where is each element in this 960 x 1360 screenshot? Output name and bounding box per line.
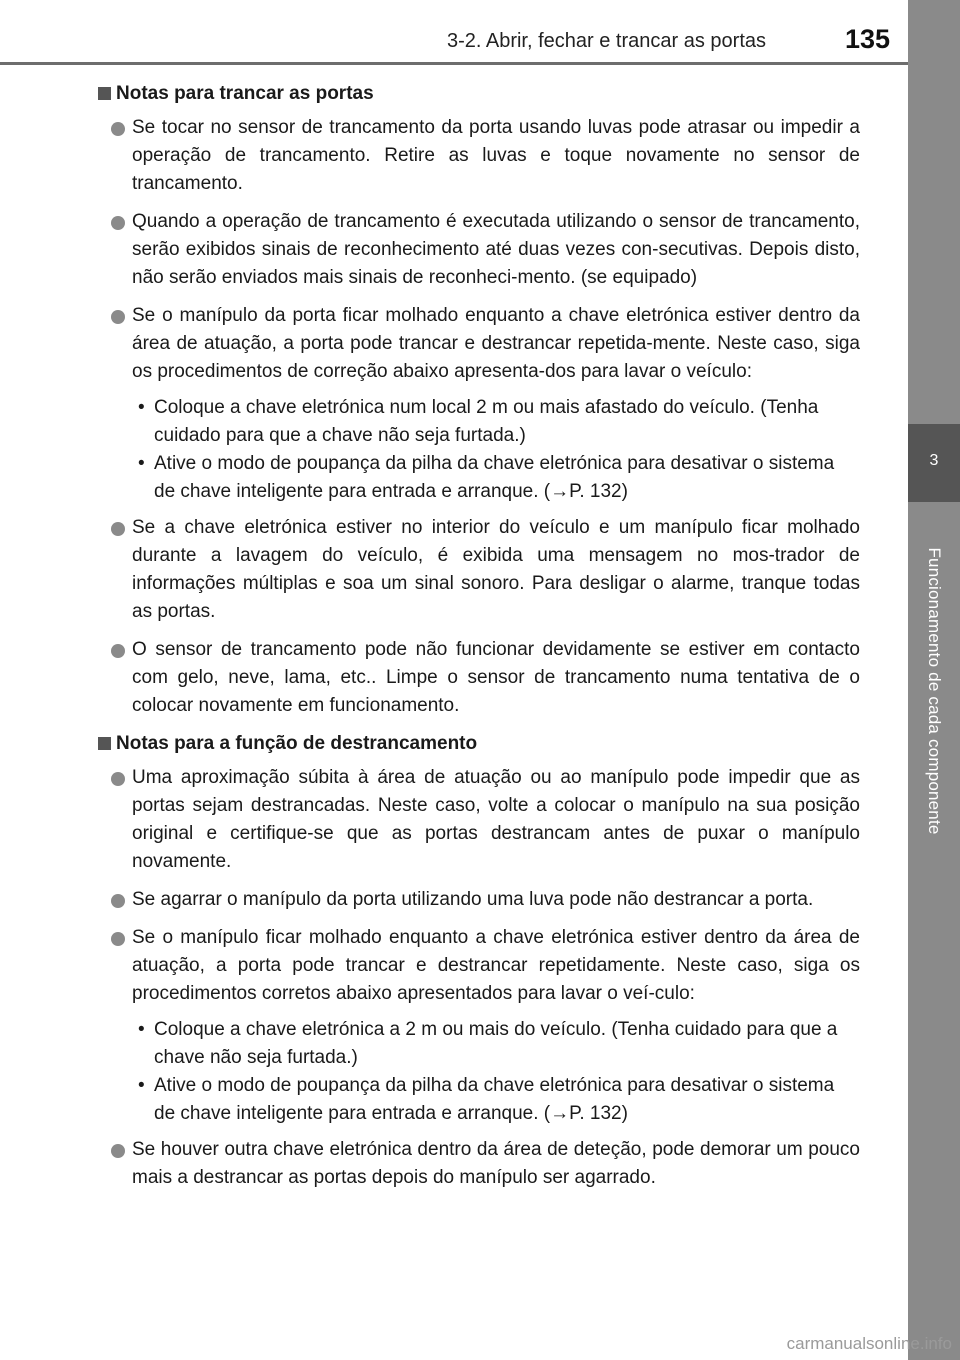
circle-bullet-icon: [111, 932, 125, 946]
chapter-tab: [908, 424, 960, 502]
list-item-text: Uma aproximação súbita à área de atuação ou ao manípulo pode impedir que as portas sejam destrancadas. Neste caso, volte a colocar o manípulo na sua posição original e certifique-se que as portas destrancam antes de puxar o manípulo novamente.: [132, 767, 860, 872]
circle-bullet-icon: [111, 644, 125, 658]
sub-list-item: [96, 1072, 860, 1128]
sub-list-item-text: Ative o modo de poupança da pilha da chave eletrónica para desativar o sistema de chave inteligente para entrada e arranque. (→P. 132): [154, 1075, 835, 1124]
section-heading-text: Notas para trancar as portas: [116, 83, 374, 104]
circle-bullet-icon: [111, 894, 125, 908]
page-header: [0, 0, 960, 70]
page-number: 135: [844, 24, 890, 54]
list-item: [96, 636, 860, 720]
list-item-text: Se o manípulo ficar molhado enquanto a chave eletrónica estiver dentro da área de atuação, a porta pode trancar e destrancar repetidamente. Neste caso, siga os procedimentos corretos abaixo apresentados para lavar o veí-culo:: [132, 927, 860, 1004]
list-item: [96, 764, 860, 876]
section-heading-text: Notas para a função de destrancamento: [116, 733, 478, 754]
section-heading: [96, 80, 860, 108]
dot-mark-icon: •: [138, 453, 145, 474]
list-item-text: Se agarrar o manípulo da porta utilizando uma luva pode não destrancar a porta.: [132, 889, 814, 910]
sub-list: [96, 1016, 860, 1128]
list-item: [96, 114, 860, 198]
section-title: 3-2. Abrir, fechar e trancar as portas: [446, 30, 766, 52]
list-item-text: Quando a operação de trancamento é executada utilizando o sensor de trancamento, serão exibidos sinais de reconhecimento até duas vezes con-secutivas. Depois disto, não serão enviados mais sinais de reconheci-mento. (se equipado): [132, 211, 860, 288]
list-item: [96, 208, 860, 292]
circle-bullet-icon: [111, 772, 125, 786]
sub-list-item: [96, 450, 860, 506]
sub-list-item-text: Coloque a chave eletrónica num local 2 m ou mais afastado do veículo. (Tenha cuidado para que a chave não seja furtada.): [154, 397, 819, 446]
square-bullet-icon: [98, 737, 111, 750]
sub-list-item: [96, 394, 860, 450]
list-item: [96, 924, 860, 1008]
section-heading: [96, 730, 860, 758]
list-item-text: Se a chave eletrónica estiver no interior do veículo e um manípulo ficar molhado durante a lavagem do veículo, é exibida uma mensagem no mos-trador de informações múltiplas e soa um sinal sonoro. Para desligar o alarme, tranque todas as portas.: [132, 517, 860, 622]
list-item-text: O sensor de trancamento pode não funcionar devidamente se estiver em contacto com gelo, neve, lama, etc.. Limpe o sensor de trancamento numa tentativa de o colocar novamente em funcionamento.: [132, 639, 860, 716]
list-item-text: Se houver outra chave eletrónica dentro da área de deteção, pode demorar um pouco mais a destrancar as portas depois do manípulo ser agarrado.: [132, 1139, 860, 1188]
header-rule: [0, 62, 960, 65]
chapter-label: [919, 522, 949, 860]
watermark: carmanualsonline.info: [786, 1334, 952, 1353]
sub-list-item-text: Ative o modo de poupança da pilha da chave eletrónica para desativar o sistema de chave inteligente para entrada e arranque. (→P. 132): [154, 453, 835, 502]
list-item-text: Se o manípulo da porta ficar molhado enquanto a chave eletrónica estiver dentro da área de atuação, a porta pode trancar e destrancar repetida-mente. Neste caso, siga os procedimentos de correção abaixo apresenta-dos para lavar o veículo:: [132, 305, 860, 382]
dot-mark-icon: •: [138, 397, 145, 418]
dot-mark-icon: •: [138, 1075, 145, 1096]
chapter-number: 3: [929, 452, 939, 469]
dot-mark-icon: •: [138, 1019, 145, 1040]
list-item-text: Se tocar no sensor de trancamento da porta usando luvas pode atrasar ou impedir a operação de trancamento. Retire as luvas e toque novamente no sensor de trancamento.: [132, 117, 860, 194]
sub-list-item-text: Coloque a chave eletrónica a 2 m ou mais do veículo. (Tenha cuidado para que a chave não seja furtada.): [154, 1019, 838, 1068]
circle-bullet-icon: [111, 216, 125, 230]
square-bullet-icon: [98, 87, 111, 100]
sub-list: [96, 394, 860, 506]
chapter-title: Funcionamento de cada componente: [925, 547, 944, 835]
sub-list-item: [96, 1016, 860, 1072]
list-item: [96, 1136, 860, 1192]
page-content: [96, 80, 860, 1202]
list-item: [96, 302, 860, 386]
circle-bullet-icon: [111, 310, 125, 324]
circle-bullet-icon: [111, 122, 125, 136]
list-item: [96, 886, 860, 914]
circle-bullet-icon: [111, 1144, 125, 1158]
list-item: [96, 514, 860, 626]
circle-bullet-icon: [111, 522, 125, 536]
